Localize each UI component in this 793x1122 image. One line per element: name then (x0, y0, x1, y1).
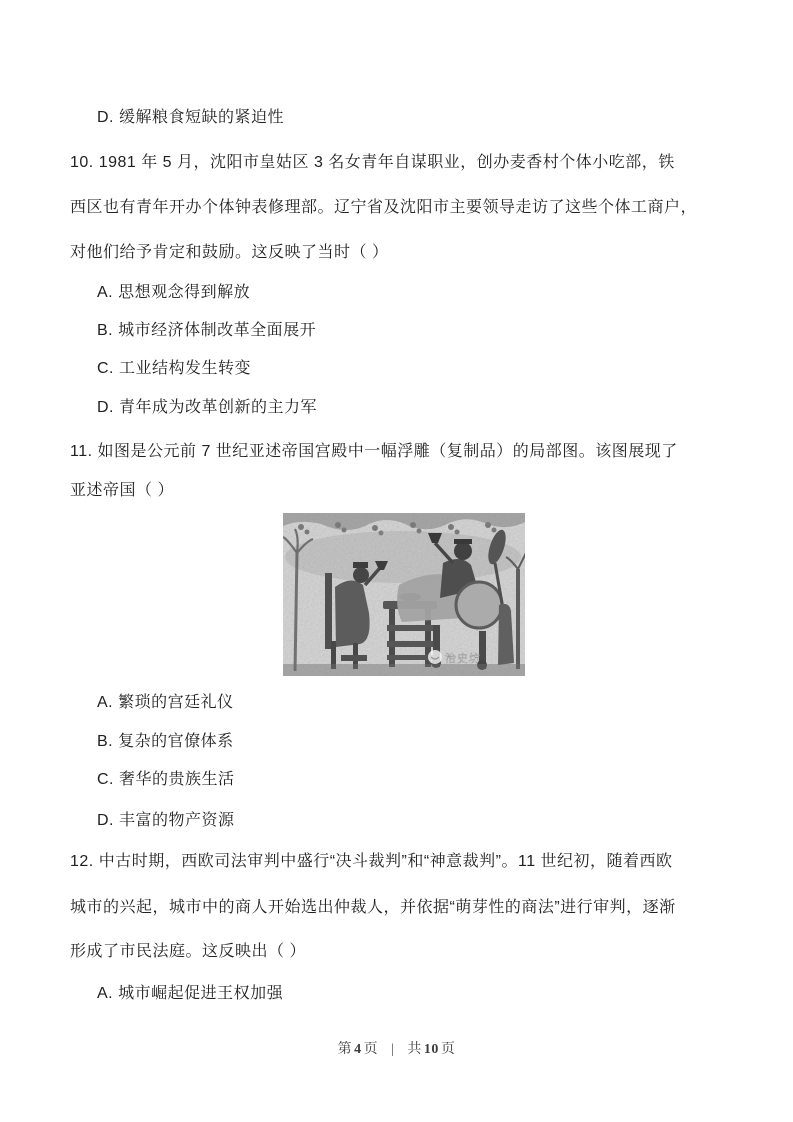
q12-stem-line-3: 形成了市民法庭。这反映出（ ） (70, 943, 306, 960)
q11-option-b: B. 复杂的官僚体系 (97, 733, 234, 750)
page-prefix: 第 (337, 1042, 353, 1057)
footer-separator: | (391, 1042, 395, 1057)
q11-stem-line-1: 11. 如图是公元前 7 世纪亚述帝国宫殿中一幅浮雕（复制品）的局部图。该图展现了 (70, 443, 678, 460)
q12-stem-line-2: 城市的兴起，城市中的商人开始选出仲裁人，并依据“萌芽性的商法”进行审判，逐渐 (70, 899, 676, 916)
watermark (428, 650, 481, 665)
q9-option-d: D. 缓解粮食短缺的紧迫性 (97, 109, 284, 126)
q12-stem-line-1: 12. 中古时期，西欧司法审判中盛行“决斗裁判”和“神意裁判”。11 世纪初，随着西欧 (70, 853, 673, 870)
page-number-total (407, 1042, 455, 1057)
q12-option-a: A. 城市崛起促进王权加强 (97, 985, 284, 1002)
q11-option-d: D. 丰富的物产资源 (97, 812, 235, 829)
q10-stem-line-1: 10. 1981 年 5 月，沈阳市皇姑区 3 名女青年自谋职业，创办麦香村个体小吃部，铁 (70, 154, 675, 171)
current-page-number: 4 (354, 1042, 362, 1057)
page-footer (0, 1038, 793, 1058)
watermark-text: 治史坊 (445, 653, 481, 665)
q10-option-b: B. 城市经济体制改革全面展开 (97, 322, 317, 339)
q10-option-d: D. 青年成为改革创新的主力军 (97, 399, 317, 416)
total-unit: 页 (440, 1042, 456, 1057)
q11-option-c: C. 奢华的贵族生活 (97, 771, 235, 788)
q11-option-a: A. 繁琐的宫廷礼仪 (97, 694, 234, 711)
relief-image (283, 513, 525, 676)
page-number-current (338, 1042, 379, 1057)
q10-option-c: C. 工业结构发生转变 (97, 360, 251, 377)
q10-stem-line-2: 西区也有青年开办个体钟表修理部。辽宁省及沈阳市主要领导走访了这些个体工商户， (70, 199, 698, 216)
exam-content (70, 107, 730, 1005)
total-page-number: 10 (423, 1042, 439, 1057)
q11-stem-line-2: 亚述帝国（ ） (70, 482, 174, 499)
q10-stem-line-3: 对他们给予肯定和鼓励。这反映了当时（ ） (70, 244, 389, 261)
relief-figure (283, 513, 525, 676)
page-unit: 页 (363, 1042, 379, 1057)
total-prefix: 共 (407, 1042, 422, 1057)
q10-option-a: A. 思想观念得到解放 (97, 284, 251, 301)
